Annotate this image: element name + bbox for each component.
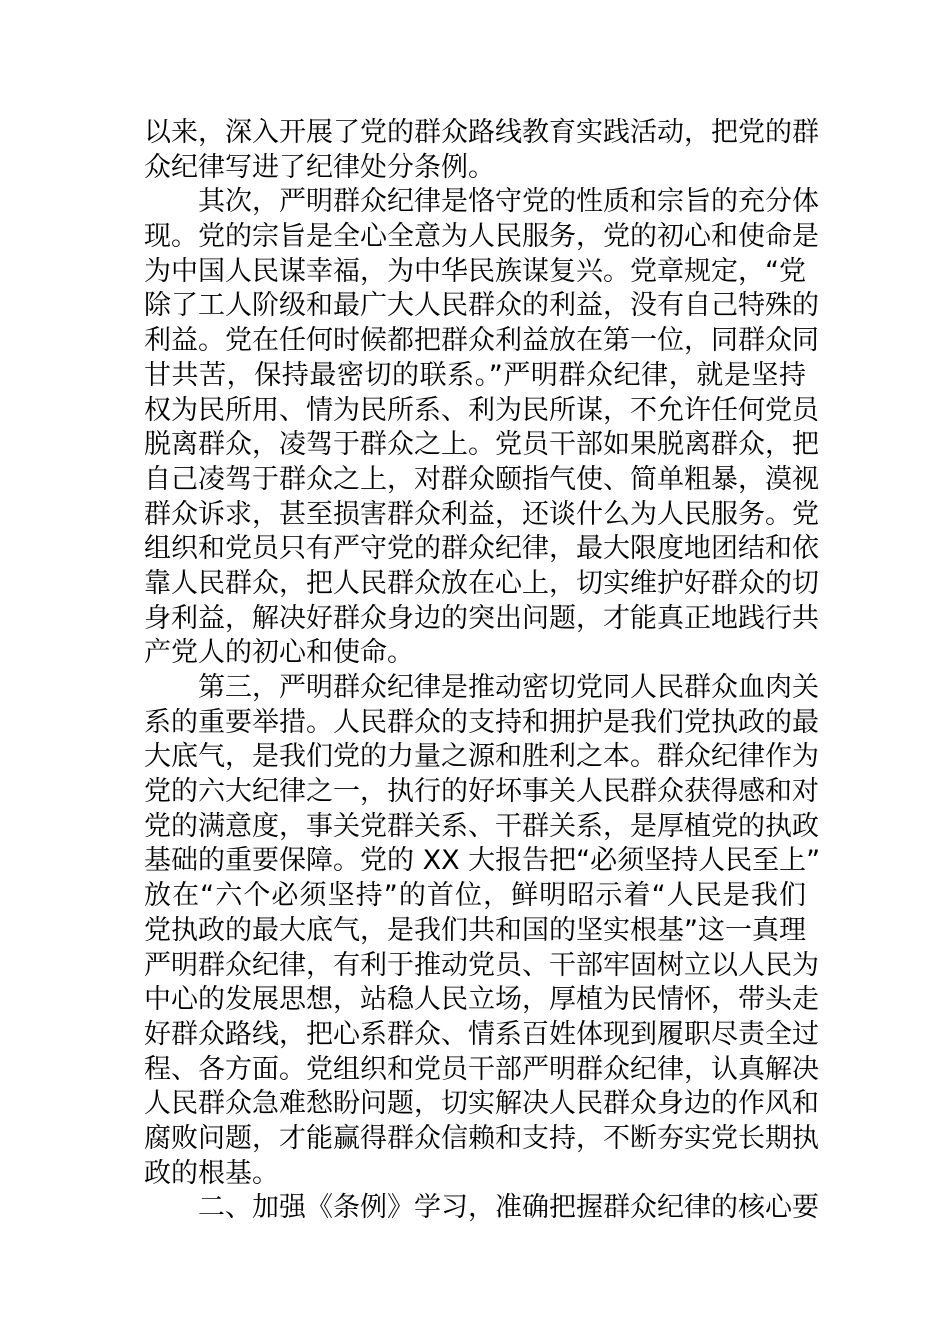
text-line: 利益。党在任何时候都把群众利益放在第一位，同群众同: [144, 325, 819, 357]
text-line: 严明群众纪律，有利于推动党员、干部牢固树立以人民为: [144, 949, 819, 981]
text-line: 群众诉求，甚至损害群众利益，还谈什么为人民服务。党: [144, 498, 819, 530]
text-line: 人民群众急难愁盼问题，切实解决人民群众身边的作风和: [144, 1088, 819, 1120]
text-line: 腐败问题，才能赢得群众信赖和支持，不断夯实党长期执: [144, 1122, 819, 1154]
text-line: 甘共苦，保持最密切的联系。”严明群众纪律，就是坚持: [144, 359, 806, 391]
text-line: 第三，严明群众纪律是推动密切党同人民群众血肉关: [198, 672, 819, 703]
text-line: 好群众路线，把心系群众、情系百姓体现到履职尽责全过: [144, 1018, 819, 1050]
text-line: 脱离群众，凌驾于群众之上。党员干部如果脱离群众，把: [144, 429, 819, 461]
text-line: 现。党的宗旨是全心全意为人民服务，党的初心和使命是: [144, 221, 819, 253]
section-heading-line: 二、加强《条例》学习，准确把握群众纪律的核心要: [198, 1192, 819, 1224]
text-line: 放在“六个必须坚持”的首位，鲜明昭示着“人民是我们: [144, 880, 806, 912]
text-line: 组织和党员只有严守党的群众纪律，最大限度地团结和依: [144, 533, 819, 565]
body-text: [144, 116, 821, 1226]
text-line: 程、各方面。党组织和党员干部严明群众纪律，认真解决: [144, 1053, 819, 1085]
text-line: 中心的发展思想，站稳人民立场，厚植为民情怀，带头走: [144, 984, 819, 1016]
text-line: 以来，深入开展了党的群众路线教育实践活动，把党的群: [144, 117, 819, 148]
text-line: 为中国人民谋幸福，为中华民族谋复兴。党章规定，“党: [144, 255, 806, 287]
text-line: 政的根基。: [144, 1157, 279, 1189]
text-line: 权为民所用、情为民所系、利为民所谋，不允许任何党员: [144, 394, 819, 426]
text-line: 产党人的初心和使命。: [144, 637, 414, 669]
text-line: 党的满意度，事关党群关系、干群关系，是厚植党的执政: [144, 810, 819, 842]
text-line: 自己凌驾于群众之上，对群众颐指气使、简单粗暴，漠视: [144, 463, 819, 495]
text-line: 身利益，解决好群众身边的突出问题，才能真正地践行共: [144, 602, 819, 634]
text-line: 除了工人阶级和最广大人民群众的利益，没有自己特殊的: [144, 290, 819, 322]
text-line: 党执政的最大底气，是我们共和国的坚实根基”这一真理: [144, 914, 806, 946]
text-line: 大底气，是我们党的力量之源和胜利之本。群众纪律作为: [144, 741, 819, 773]
text-line: 靠人民群众，把人民群众放在心上，切实维护好群众的切: [144, 567, 819, 599]
text-line: 党的六大纪律之一，执行的好坏事关人民群众获得感和对: [144, 776, 819, 808]
text-line: 其次，严明群众纪律是恪守党的性质和宗旨的充分体: [198, 186, 819, 218]
text-line: 系的重要举措。人民群众的支持和拥护是我们党执政的最: [144, 706, 819, 738]
text-line: 基础的重要保障。党的 XX 大报告把“必须坚持人民至上”: [144, 845, 821, 877]
text-line: 众纪律写进了纪律处分条例。: [144, 151, 495, 183]
